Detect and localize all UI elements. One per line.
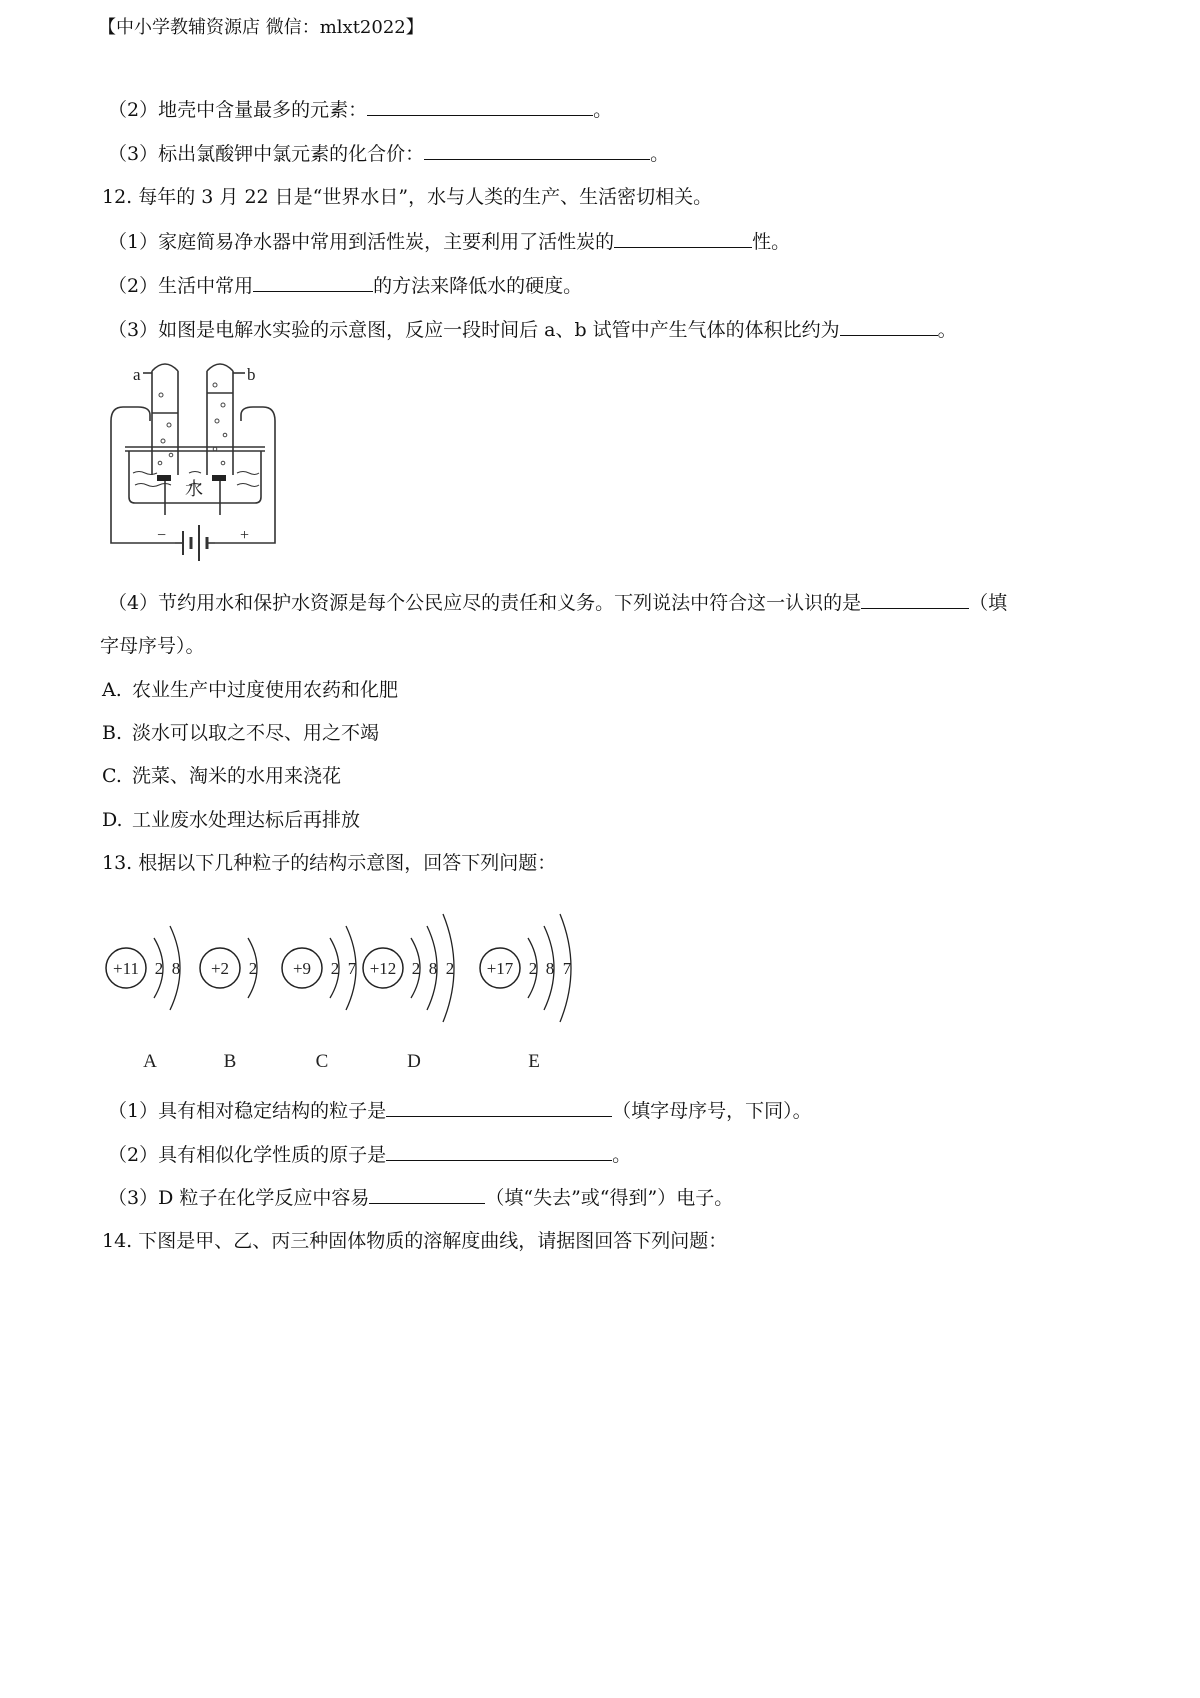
tube-a-label: a [133,365,141,384]
q13-part2 [108,1142,631,1167]
q13-part1-blank[interactable] [386,1098,612,1117]
q12-option-c [102,764,341,788]
q13-part2-blank[interactable] [386,1142,612,1161]
particle-structure-diagrams [98,895,598,1085]
particle-b [200,938,257,1072]
nucleus-charge: +2 [210,959,230,978]
q14-stem: 14. 下图是甲、乙、丙三种固体物质的溶解度曲线，请据图回答下列问题： [102,1230,728,1252]
q11-part3-blank[interactable] [424,141,650,160]
option-letter: C. [102,765,122,787]
particle-letter: E [528,1051,540,1072]
nucleus-charge: +9 [292,959,312,978]
electrode-b [212,475,226,481]
particle-c [282,926,357,1072]
electron-count: 7 [562,959,572,978]
q13-part1 [108,1098,812,1123]
q12-part3-blank[interactable] [840,317,938,336]
option-letter: D. [102,809,123,831]
q12-part2-suffix: 的方法来降低水的硬度。 [373,275,583,297]
q12-stem: 12. 每年的 3 月 22 日是“世界水日”，水与人类的生产、生活密切相关。 [102,186,713,208]
q12-option-b [102,721,379,745]
positive-terminal-label: + [240,527,250,544]
electrolysis-diagram [105,355,295,580]
q11-part3-text: （3）标出氯酸钾中氯元素的化合价： [108,143,425,165]
q13-part2-text: （2）具有相似化学性质的原子是 [108,1144,387,1166]
negative-terminal-label: − [157,527,167,544]
nucleus-charge: +17 [486,959,514,978]
particle-a [106,926,180,1072]
particle-letter: A [143,1051,157,1072]
q12-part1 [108,229,790,254]
option-letter: A. [102,679,122,701]
particle-d [363,914,454,1072]
q12-part4-suffix: （填 [969,592,1008,614]
q13-part3-suffix: （填“失去”或“得到”）电子。 [485,1187,734,1209]
q12-part1-blank[interactable] [614,229,752,248]
q11-part2 [108,97,612,122]
q12-option-a [102,678,398,702]
q12-part3 [108,317,957,342]
q12-part2 [108,273,582,298]
option-text: 工业废水处理达标后再排放 [132,809,361,831]
electron-count: 8 [171,959,181,978]
q13-part1-text: （1）具有相对稳定结构的粒子是 [108,1100,387,1122]
test-tube-b [207,364,233,475]
q11-part2-text: （2）地壳中含量最多的元素： [108,99,368,121]
electron-count: 7 [347,959,357,978]
q13-part1-suffix: （填字母序号，下同）。 [612,1100,812,1122]
test-tube-a [152,364,178,475]
q12-part4-blank[interactable] [861,590,969,609]
particle-letter: C [315,1051,329,1072]
particle-e [480,914,572,1072]
q12-part4-text: （4）节约用水和保护水资源是每个公民应尽的责任和义务。下列说法中符合这一认识的是 [108,592,862,614]
electron-count: 2 [411,959,421,978]
electron-count: 2 [445,959,455,978]
option-letter: B. [102,722,123,744]
option-text: 洗菜、淘米的水用来浇花 [132,765,342,787]
option-text: 农业生产中过度使用农药和化肥 [132,679,399,701]
q11-part3 [108,141,669,166]
q13-part2-suffix: 。 [612,1144,632,1166]
particle-letter: B [223,1051,237,1072]
electron-count: 2 [330,959,340,978]
electron-count: 8 [545,959,555,978]
particle-letter: D [407,1051,421,1072]
nucleus-charge: +11 [113,959,139,978]
q12-part3-suffix: 。 [937,319,957,341]
electron-count: 8 [428,959,438,978]
q12-part4 [108,590,1007,615]
q12-part1-text: （1）家庭简易净水器中常用到活性炭，主要利用了活性炭的 [108,231,615,253]
nucleus-charge: +12 [369,959,397,978]
option-text: 淡水可以取之不尽、用之不竭 [132,722,380,744]
electron-count: 2 [528,959,538,978]
q11-part3-suffix: 。 [650,143,670,165]
page-header: 【中小学教辅资源店 微信：mlxt2022】 [98,17,424,38]
electron-count: 2 [248,959,258,978]
tube-b-label: b [247,365,256,384]
q12-part2-blank[interactable] [253,273,373,292]
q13-part3-text: （3）D 粒子在化学反应中容易 [108,1187,370,1209]
q12-part1-suffix: 性。 [752,231,791,253]
q11-part2-suffix: 。 [593,99,613,121]
q13-part3 [108,1185,733,1210]
q13-part3-blank[interactable] [369,1185,485,1204]
q12-part3-text: （3）如图是电解水实验的示意图，反应一段时间后 a、b 试管中产生气体的体积比约为 [108,319,840,341]
q11-part2-blank[interactable] [367,97,593,116]
q12-part4-continued: 字母序号）。 [100,635,205,657]
q13-stem: 13. 根据以下几种粒子的结构示意图，回答下列问题： [102,852,557,874]
q12-part2-text: （2）生活中常用 [108,275,254,297]
electron-count: 2 [154,959,164,978]
electrode-a [157,475,171,481]
q12-option-d [102,808,360,832]
water-label: 水 [185,479,203,499]
